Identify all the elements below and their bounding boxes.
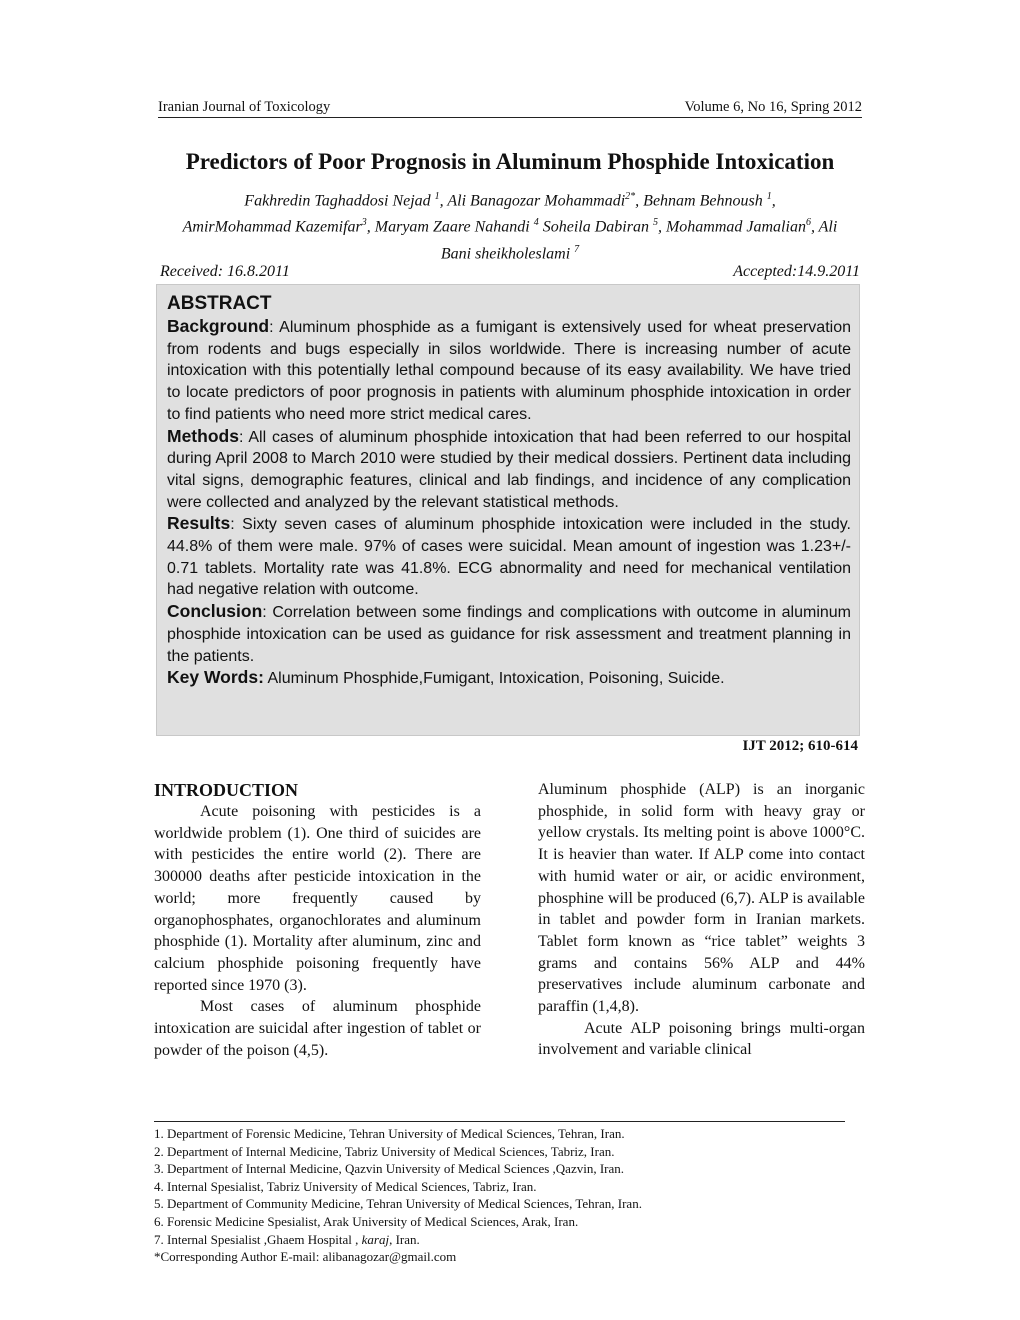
footnote: 6. Forensic Medicine Spesialist, Arak University of Medical Sciences, Arak, Iran.: [154, 1213, 579, 1229]
keywords-label: Key Words:: [167, 667, 264, 688]
author-affiliation: 2*: [625, 191, 636, 202]
citation: IJT 2012; 610-614: [742, 738, 858, 754]
abstract-box: [156, 284, 860, 736]
abstract-methods: [167, 426, 851, 514]
corresponding-author: *Corresponding Author E-mail: alibanagozar@gmail.com: [154, 1249, 457, 1265]
footnote: 3. Department of Internal Medicine, Qazvin University of Medical Sciences ,Qazvin, Iran.: [154, 1161, 624, 1177]
footnote: 5. Department of Community Medicine, Tehran University of Medical Sciences, Tehran, Iran.: [154, 1196, 642, 1212]
intro-paragraph: Acute poisoning with pesticides is a worldwide problem (1). One third of suicides are with pesticides the entire world (2). There are 300000 deaths after pesticide intoxication in the world; more frequently caused by organophosphates, organochlorates and aluminum phosphide (1). Mortality after aluminum, zinc and calcium phosphide poisoning frequently have reported since 1970 (3).: [154, 803, 481, 994]
author-affiliation: 3: [361, 217, 367, 229]
abstract-conclusion: [167, 601, 851, 667]
background-label: Background: [167, 316, 270, 336]
paper-title: Predictors of Poor Prognosis in Aluminum Phosphide Intoxication: [185, 149, 835, 174]
author-affiliation: 1: [434, 191, 440, 202]
footnotes: [154, 1125, 642, 1266]
background-text: : Aluminum phosphide as a fumigant is extensively used for wheat preservation from rodents and bugs especially in silos worldwide. There is increasing number of acute intoxication with this potentially lethal compound because of its easy availability. We have tried to locate predictors of poor prognosis in patients with aluminum phosphide intoxication in order to find patients who need more strict medical cares.: [167, 319, 851, 423]
author: Mohammad Jamalian: [665, 218, 806, 236]
introduction-heading: INTRODUCTION: [154, 780, 299, 800]
methods-label: Methods: [167, 425, 239, 446]
column-right: [538, 779, 865, 1061]
author: Fakhredin Taghaddosi Nejad: [244, 192, 431, 210]
volume-info: Volume 6, No 16, Spring 2012: [684, 99, 862, 115]
abstract-keywords: [167, 667, 851, 690]
footnote: 7. Internal Spesialist ,Ghaem Hospital , karaj, Iran.: [154, 1231, 420, 1247]
author: Ali Bani sheikholeslami: [440, 218, 838, 262]
intro-paragraph: Aluminum phosphide (ALP) is an inorganic phosphide, in solid form with heavy gray or yellow crystals. Its melting point is above 1000°C. It is heavier than water. If ALP come into contact with humid water or air, or acidic environment, phosphine will be produced (6,7). ALP is available in tablet and powder form in Iranian markets. Tablet form known as “rice tablet” weights 3 grams and contains 56% ALP and 44% preservatives include aluminum carbonate and paraffin (1,4,8).: [538, 781, 865, 1016]
conclusion-text: : Correlation between some findings and complications with outcome in aluminum phosphide intoxication can be used as guidance for risk assessment and treatment planning in the patients.: [167, 604, 851, 665]
footnote-divider: [154, 1121, 845, 1122]
methods-text: : All cases of aluminum phosphide intoxication that had been referred to our hospital during April 2008 to March 2010 were studied by their medical dossiers. Pertinent data including vital signs, demographic features, clinical and lab findings, and incidence of any complication were collected and analyzed by the relevant statistical methods.: [167, 428, 851, 511]
footnote: 2. Department of Internal Medicine, Tabriz University of Medical Sciences, Tabriz, Iran.: [154, 1143, 615, 1159]
author: Maryam Zaare Nahandi: [374, 218, 530, 236]
author-affiliation: 4: [533, 217, 539, 229]
author-list: Fakhredin Taghaddosi Nejad $^1$, Ali Banagozar Mohammadi$^{2*}$, Behnam Behnoush $^1$, AmirMohammad Kazemifar$^3$, Maryam Zaare Nahandi $^4$ Soheila Dabiran $^5$, Mohammad Jamalian$^6$, Ali Bani sheikholeslami $^7$: [182, 191, 838, 262]
running-header: [158, 99, 862, 118]
intro-paragraph: Acute ALP poisoning brings multi-organ involvement and variable clinical: [538, 1019, 865, 1059]
abstract-title: ABSTRACT: [167, 293, 272, 314]
author-affiliation: 6: [805, 217, 811, 229]
author-affiliation: 5: [652, 217, 658, 229]
author-affiliation: 1: [766, 191, 772, 202]
author: Soheila Dabiran: [542, 218, 649, 236]
abstract-background: [167, 316, 851, 426]
results-label: Results: [167, 513, 231, 534]
keywords-text: Aluminum Phosphide,Fumigant, Intoxication, Poisoning, Suicide.: [263, 670, 725, 688]
footnote: 1. Department of Forensic Medicine, Tehran University of Medical Sciences, Tehran, Iran.: [154, 1126, 625, 1141]
accepted-date: Accepted:14.9.2011: [733, 263, 860, 280]
footnote: 4. Internal Spesialist, Tabriz University of Medical Sciences, Tabriz, Iran.: [154, 1178, 537, 1194]
author: Ali Banagozar Mohammadi: [447, 192, 626, 210]
intro-paragraph: Most cases of aluminum phosphide intoxication are suicidal after ingestion of tablet or powder of the poison (4,5).: [154, 998, 481, 1059]
column-left: [154, 779, 481, 1061]
received-date: Received: 16.8.2011: [160, 263, 290, 280]
journal-name: Iranian Journal of Toxicology: [158, 99, 331, 115]
author: AmirMohammad Kazemifar: [182, 218, 362, 236]
abstract-results: [167, 513, 851, 601]
author-affiliation: 7: [574, 243, 580, 255]
author: Behnam Behnoush: [643, 192, 763, 210]
conclusion-label: Conclusion: [167, 601, 263, 622]
results-text: : Sixty seven cases of aluminum phosphide intoxication were included in the study. 44.8% of them were male. 97% of cases were suicidal. Mean amount of ingestion was 1.23+/- 0.71 tablets. Mortality rate was 41.8%. ECG abnormality and need for mechanical ventilation had negative relation with outcome.: [167, 516, 851, 599]
